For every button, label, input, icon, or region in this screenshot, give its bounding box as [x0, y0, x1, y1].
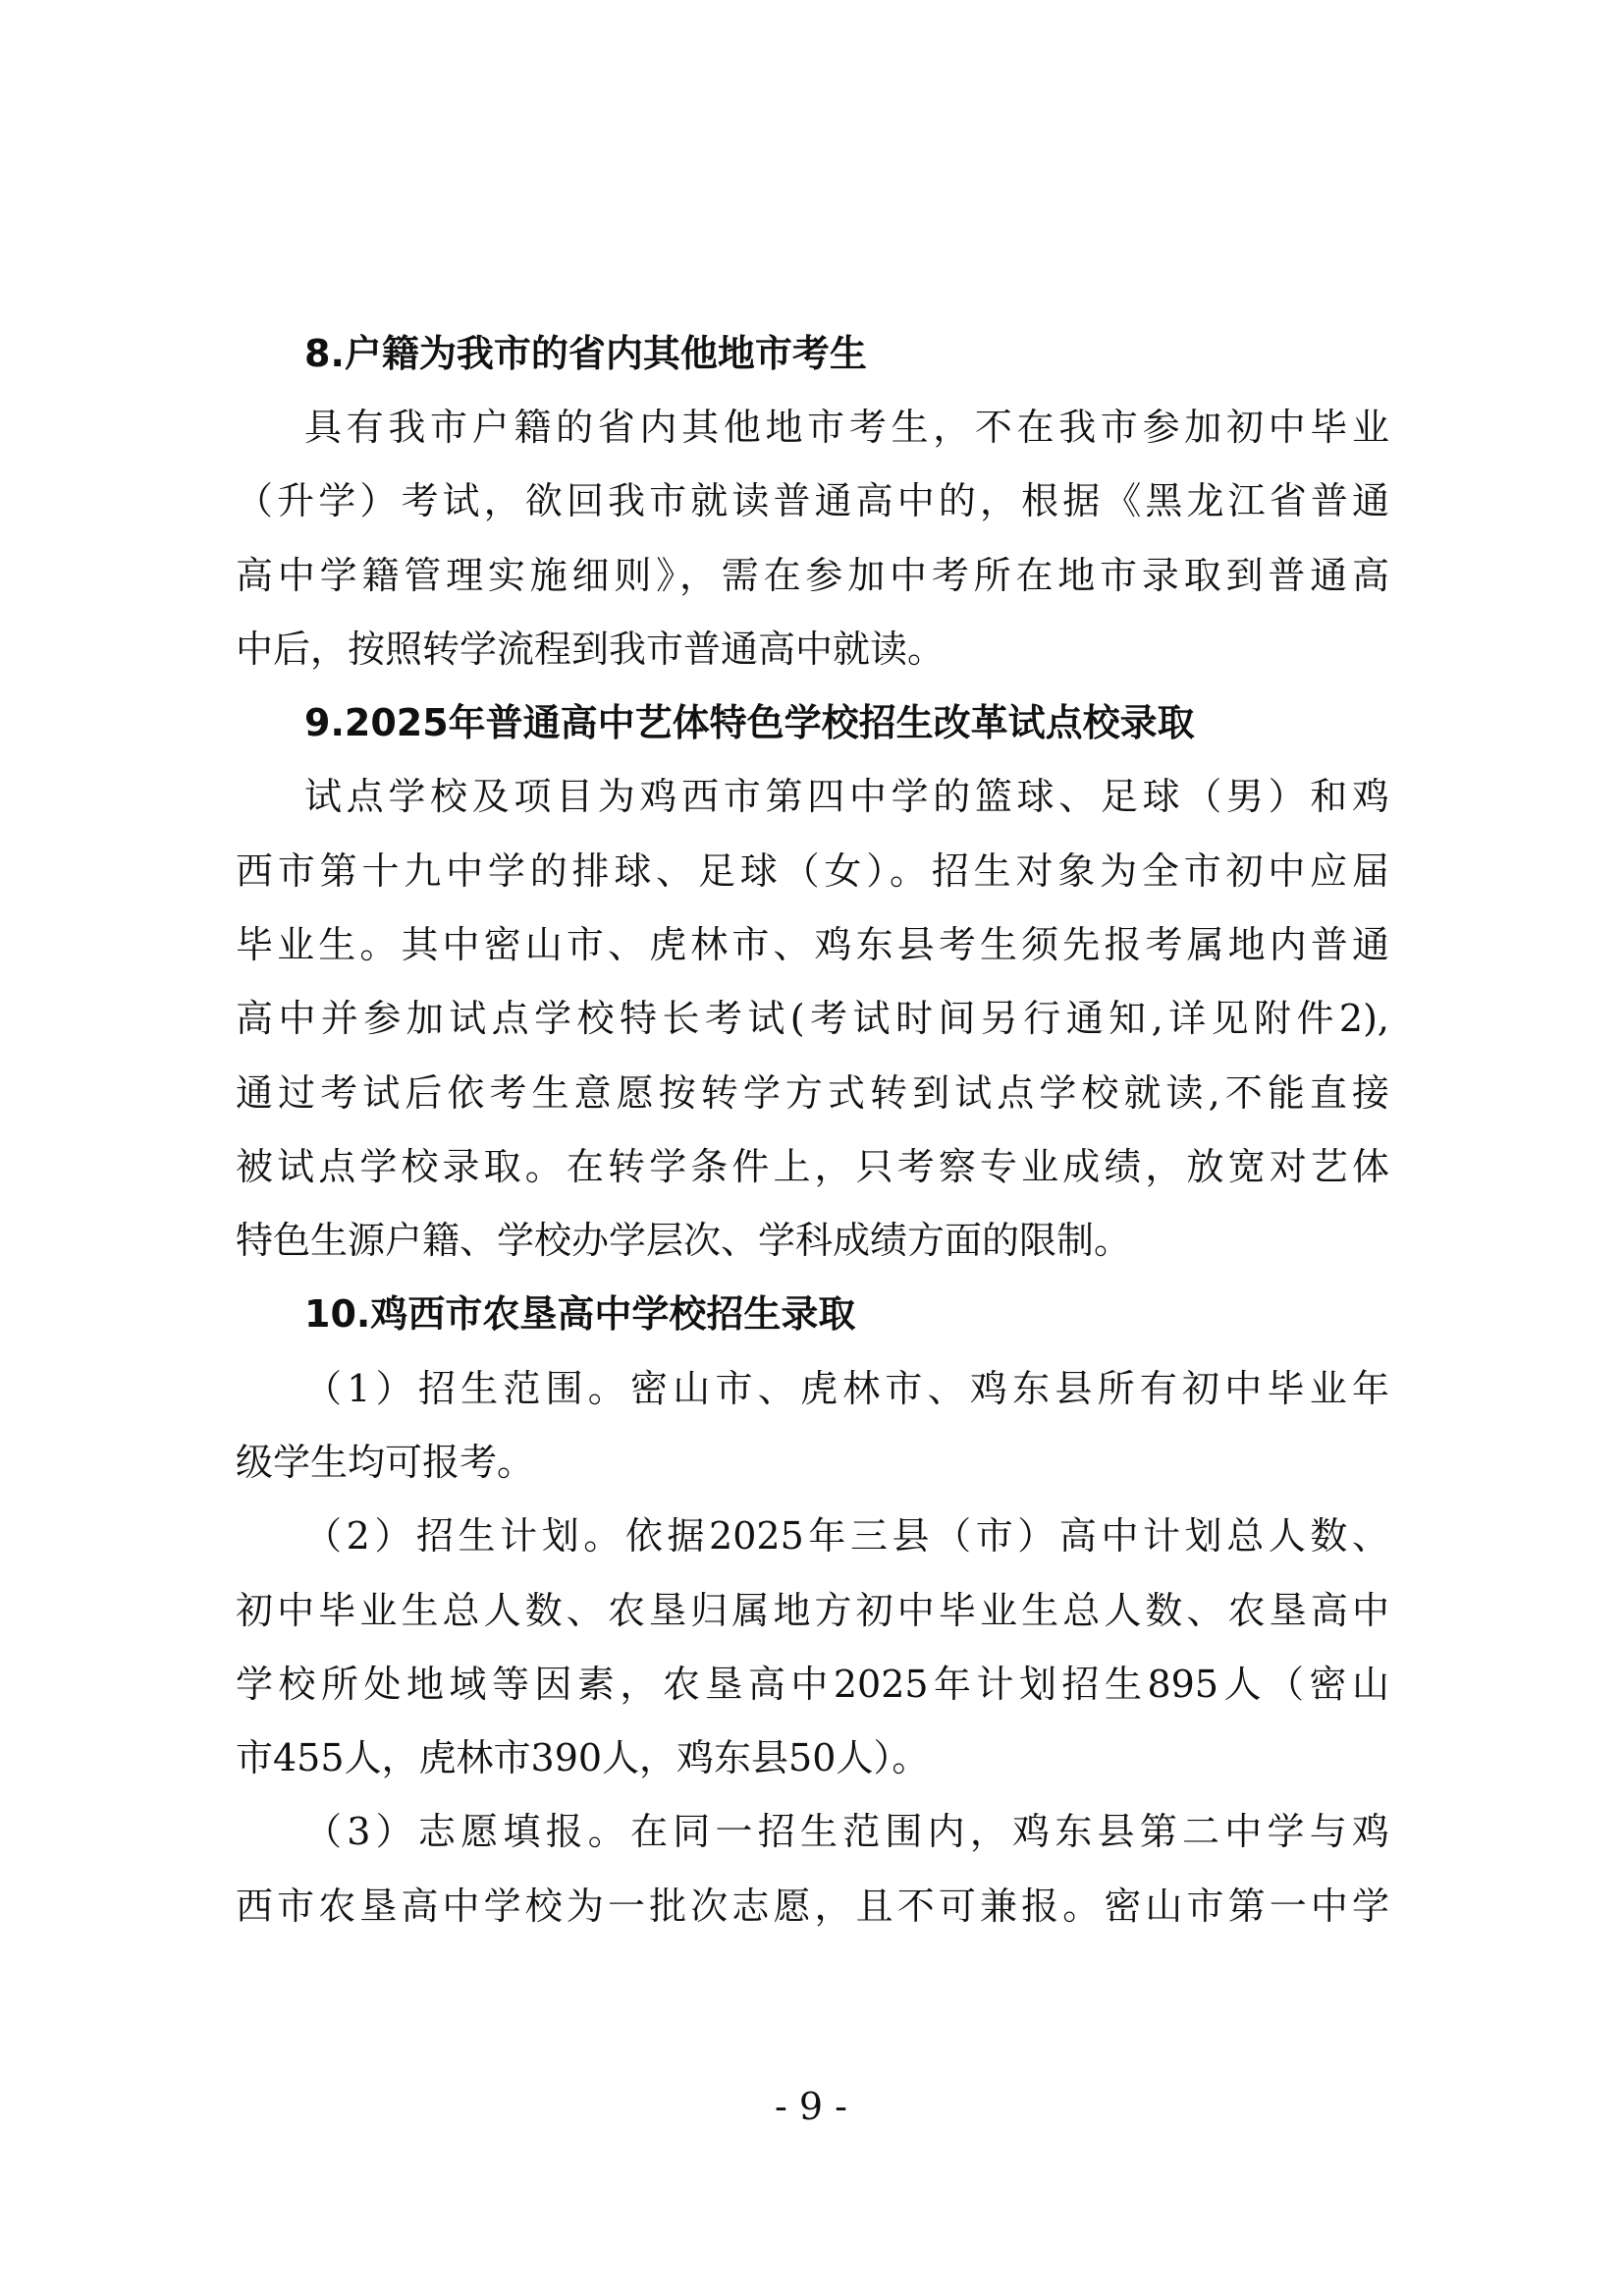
paragraph-line: 中后，按照转学流程到我市普通高中就读。 [236, 628, 946, 671]
paragraph-line: 毕业生。其中密山市、虎林市、鸡东县考生须先报考属地内普通 [236, 923, 1389, 966]
paragraph-line: （3）志愿填报。在同一招生范围内，鸡东县第二中学与鸡 [304, 1810, 1389, 1853]
paragraph-line: 高中并参加试点学校特长考试(考试时间另行通知,详见附件2), [236, 997, 1389, 1040]
paragraph-line: 试点学校及项目为鸡西市第四中学的篮球、足球（男）和鸡 [304, 775, 1389, 818]
section-heading-9: 9.2025年普通高中艺体特色学校招生改革试点校录取 [304, 701, 1195, 744]
paragraph-line: 市455人，虎林市390人，鸡东县50人）。 [236, 1736, 930, 1779]
paragraph-line: 西市第十九中学的排球、足球（女）。招生对象为全市初中应届 [236, 849, 1389, 893]
paragraph-line: （1）招生范围。密山市、虎林市、鸡东县所有初中毕业年 [304, 1367, 1389, 1410]
paragraph-line: （升学）考试，欲回我市就读普通高中的，根据《黑龙江省普通 [236, 479, 1389, 522]
paragraph-line: 具有我市户籍的省内其他地市考生，不在我市参加初中毕业 [304, 406, 1389, 449]
paragraph-line: 西市农垦高中学校为一批次志愿，且不可兼报。密山市第一中学 [236, 1885, 1389, 1928]
paragraph-line: 级学生均可报考。 [236, 1441, 535, 1484]
paragraph-line: 初中毕业生总人数、农垦归属地方初中毕业生总人数、农垦高中 [236, 1589, 1389, 1632]
page-number: - 9 - [774, 2085, 847, 2128]
section-heading-8: 8.户籍为我市的省内其他地市考生 [304, 332, 867, 375]
section-heading-10: 10.鸡西市农垦高中学校招生录取 [304, 1292, 856, 1336]
paragraph-line: 被试点学校录取。在转学条件上，只考察专业成绩，放宽对艺体 [236, 1145, 1389, 1188]
paragraph-line: （2）招生计划。依据2025年三县（市）高中计划总人数、 [304, 1514, 1389, 1558]
paragraph-line: 特色生源户籍、学校办学层次、学科成绩方面的限制。 [236, 1219, 1132, 1262]
paragraph-line: 学校所处地域等因素，农垦高中2025年计划招生895人（密山 [236, 1663, 1389, 1706]
paragraph-line: 通过考试后依考生意愿按转学方式转到试点学校就读,不能直接 [236, 1071, 1389, 1115]
paragraph-line: 高中学籍管理实施细则》，需在参加中考所在地市录取到普通高 [236, 554, 1389, 597]
